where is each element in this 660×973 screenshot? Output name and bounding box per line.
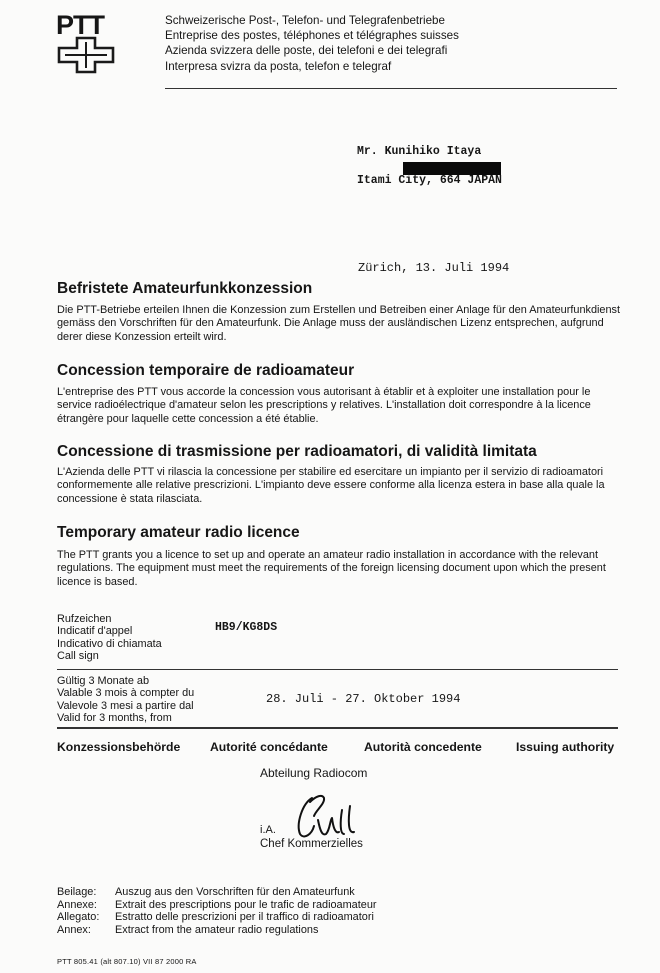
body-italian: L'Azienda delle PTT vi rilascia la concessione per stabilire ed esercitare un impianto per il servizio di radioamatori conformemente alle relative prescrizioni. L'impianto deve essere conforme alla licenza estera in base alla quale la concessione è stata rilasciata. — [57, 466, 605, 505]
call-sign-label-it: Indicativo di chiamata — [57, 637, 162, 650]
validity-divider — [57, 727, 618, 729]
authority-label-en: Issuing authority — [516, 740, 615, 754]
call-sign-label-fr: Indicatif d'appel — [57, 625, 133, 638]
organization-names — [165, 13, 459, 74]
heading-italian: Concessione di trasmissione per radioamatori, di validità limitata — [57, 443, 537, 460]
authority-label-fr: Autorité concédante — [210, 740, 328, 754]
org-line-it: Azienda svizzera delle poste, dei telefoni e dei telegrafi — [165, 44, 448, 58]
handwritten-signature-icon — [292, 790, 364, 842]
enclosure-text: Estratto delle prescrizioni per il traffico di radioamatori — [115, 911, 374, 924]
recipient-name: Mr. Kunihiko Itaya — [357, 145, 482, 158]
enclosure-row — [57, 911, 377, 924]
authority-label-it: Autorità concedente — [364, 740, 482, 754]
body-english: The PTT grants you a licence to set up and operate an amateur radio installation in accordance with the relevant regulations. The equipment must meet the requirements of the foreign licensing document upon which the present licence is based. — [57, 549, 606, 588]
enclosure-row — [57, 886, 377, 899]
signatory-title: Chef Kommerzielles — [260, 838, 363, 850]
enclosure-row — [57, 924, 377, 937]
enclosure-row — [57, 899, 377, 912]
letterhead-divider — [165, 88, 617, 89]
validity-labels — [57, 675, 194, 725]
enclosure-label: Beilage: — [57, 886, 97, 898]
enclosure-label: Annexe: — [57, 898, 97, 911]
letter-date: Zürich, 13. Juli 1994 — [358, 261, 510, 275]
heading-english: Temporary amateur radio licence — [57, 524, 300, 541]
validity-period: 28. Juli - 27. Oktober 1994 — [266, 692, 461, 706]
call-sign-label-de: Rufzeichen — [57, 613, 112, 625]
authority-label-de: Konzessionsbehörde — [57, 740, 181, 754]
recipient-city: Itami City, 664 JAPAN — [357, 174, 502, 187]
org-line-fr: Entreprise des postes, téléphones et télégraphes suisses — [165, 29, 459, 43]
validity-label-en: Valid for 3 months, from — [57, 712, 172, 725]
department-name: Abteilung Radiocom — [260, 766, 368, 780]
org-line-rm: Interpresa svizra da posta, telefon e telegraf — [165, 59, 392, 73]
call-sign-divider — [57, 669, 618, 670]
ptt-logo-text: PTT — [56, 10, 104, 40]
enclosures-list — [57, 886, 377, 936]
on-behalf-of: i.A. — [260, 824, 276, 836]
body-german: Die PTT-Betriebe erteilen Ihnen die Konzession zum Erstellen und Betreiben einer Anlage für den Amateurfunkdienst gemäss den Vorschriften für den Amateurfunk. Die Anlage muss der ausländischen Lizenz entsprechen, aufgrund derer diese Konzession erteilt wird. — [57, 304, 621, 343]
validity-label-fr: Valable 3 mois à compter du — [57, 687, 195, 700]
heading-french: Concession temporaire de radioamateur — [57, 362, 355, 379]
enclosure-text: Extract from the amateur radio regulations — [115, 923, 319, 936]
call-sign-labels — [57, 613, 162, 663]
call-sign-value: HB9/KG8DS — [215, 621, 278, 634]
call-sign-label-en: Call sign — [57, 650, 99, 663]
heading-german: Befristete Amateurfunkkonzession — [57, 280, 313, 297]
enclosure-label: Annex: — [57, 923, 91, 936]
enclosure-label: Allegato: — [57, 911, 100, 924]
enclosure-text: Extrait des prescriptions pour le trafic de radioamateur — [115, 898, 377, 911]
swiss-cross-logo-icon — [57, 36, 115, 74]
validity-label-de: Gültig 3 Monate ab — [57, 675, 150, 687]
validity-label-it: Valevole 3 mesi a partire dal — [57, 699, 194, 712]
org-line-de: Schweizerische Post-, Telefon- und Telegrafenbetriebe — [165, 14, 445, 27]
body-french: L'entreprise des PTT vous accorde la concession vous autorisant à établir et à exploiter une installation pour le service radioélectrique d'amateur selon les prescriptions y relatives. L'installation doit correspondre à la licence étrangère pour laquelle cette concession a été établie. — [57, 386, 591, 425]
form-number: PTT 805.41 (alt 807.10) VII 87 2000 RA — [57, 957, 197, 966]
enclosure-text: Auszug aus den Vorschriften für den Amateurfunk — [115, 886, 355, 898]
